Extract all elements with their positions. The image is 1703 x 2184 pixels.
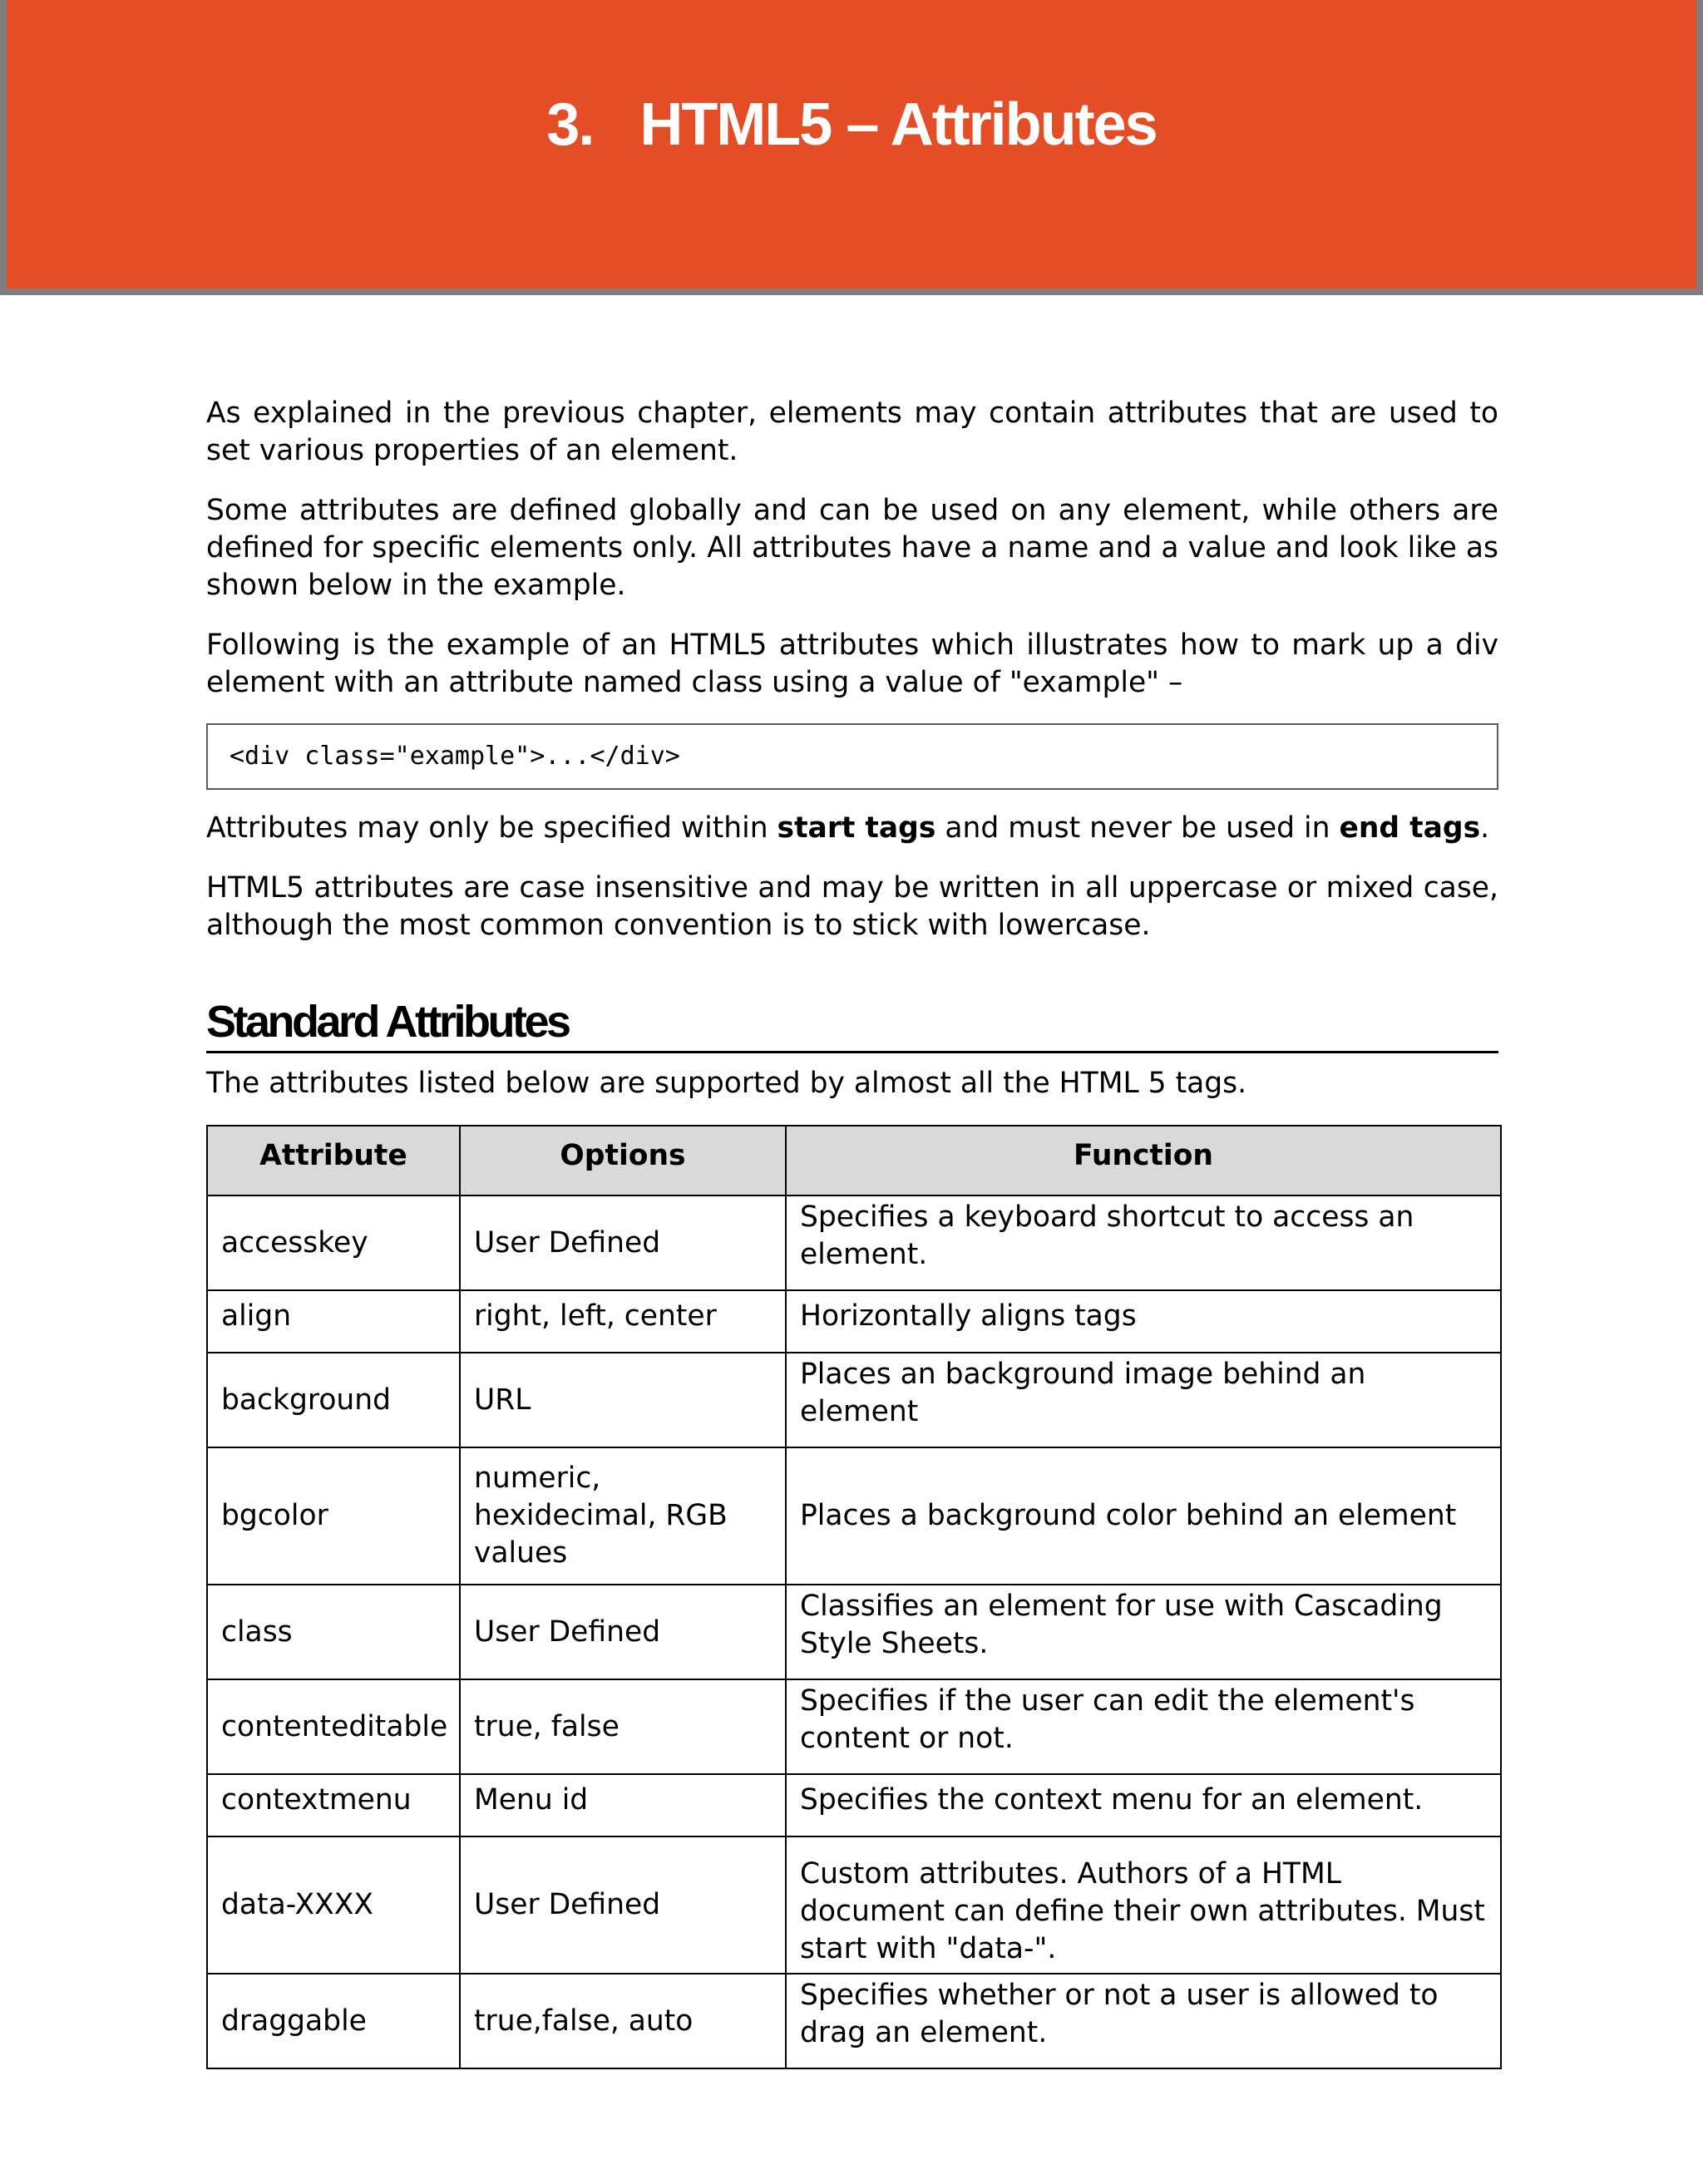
options-cell: URL xyxy=(460,1353,786,1447)
column-header-attribute: Attribute xyxy=(207,1126,460,1196)
tags-note-bold-end-tags: end tags xyxy=(1339,811,1481,845)
attributes-table xyxy=(206,1125,1502,2069)
page-content xyxy=(206,395,1498,2069)
function-cell: Classifies an element for use with Cascading Style Sheets. xyxy=(786,1585,1501,1679)
options-cell: Menu id xyxy=(460,1774,786,1836)
table-row xyxy=(207,1585,1501,1679)
attribute-cell: contextmenu xyxy=(207,1774,460,1836)
table-row xyxy=(207,1774,1501,1836)
attribute-cell: bgcolor xyxy=(207,1447,460,1585)
options-cell: numeric, hexidecimal, RGB values xyxy=(460,1447,786,1585)
function-cell: Horizontally aligns tags xyxy=(786,1290,1501,1353)
paragraph-case-note: HTML5 attributes are case insensitive and may be written in all uppercase or mixed case, although the most common convention is to stick with lowercase. xyxy=(206,871,1498,942)
attribute-cell: accesskey xyxy=(207,1196,460,1290)
tags-note-text-3: . xyxy=(1480,811,1490,845)
code-example: <div class="example">...</div> xyxy=(230,742,680,771)
attribute-cell: class xyxy=(207,1585,460,1679)
tags-note-bold-start-tags: start tags xyxy=(777,811,936,845)
table-row xyxy=(207,1974,1501,2068)
paragraph-global-attributes: Some attributes are defined globally and can be used on any element, while others are defined for specific elements only. All attributes have a name and a value and look like as shown below in the example. xyxy=(206,494,1498,602)
column-header-options: Options xyxy=(460,1126,786,1196)
chapter-number: 3. xyxy=(546,91,594,158)
function-cell: Custom attributes. Authors of a HTML document can define their own attributes. Must start with "data-". xyxy=(786,1836,1501,1974)
table-row xyxy=(207,1836,1501,1974)
table-row xyxy=(207,1196,1501,1290)
table-row xyxy=(207,1447,1501,1585)
function-cell: Places a background color behind an element xyxy=(786,1447,1501,1585)
column-header-function: Function xyxy=(786,1126,1501,1196)
paragraph-tags-note xyxy=(206,810,1498,847)
attribute-cell: align xyxy=(207,1290,460,1353)
code-example-box xyxy=(206,723,1498,790)
paragraph-intro: As explained in the previous chapter, elements may contain attributes that are used to set various properties of an element. xyxy=(206,397,1498,467)
options-cell: right, left, center xyxy=(460,1290,786,1353)
chapter-header-banner xyxy=(0,0,1703,295)
tags-note-text-2: and must never be used in xyxy=(935,811,1340,845)
options-cell: true,false, auto xyxy=(460,1974,786,2068)
options-cell: User Defined xyxy=(460,1585,786,1679)
function-cell: Specifies the context menu for an element. xyxy=(786,1774,1501,1836)
function-cell: Specifies whether or not a user is allowed to drag an element. xyxy=(786,1974,1501,2068)
chapter-title xyxy=(7,87,1696,162)
attribute-cell: background xyxy=(207,1353,460,1447)
attribute-cell: data-XXXX xyxy=(207,1836,460,1974)
function-cell: Specifies if the user can edit the element's content or not. xyxy=(786,1679,1501,1774)
attribute-cell: draggable xyxy=(207,1974,460,2068)
section-heading: Standard Attributes xyxy=(206,993,1498,1053)
options-cell: User Defined xyxy=(460,1836,786,1974)
chapter-title-text: HTML5 – Attributes xyxy=(639,91,1157,158)
options-cell: true, false xyxy=(460,1679,786,1774)
table-row xyxy=(207,1353,1501,1447)
section-intro: The attributes listed below are supported by almost all the HTML 5 tags. xyxy=(206,1067,1247,1100)
attribute-cell: contenteditable xyxy=(207,1679,460,1774)
table-header-row xyxy=(207,1126,1501,1196)
tags-note-text-1: Attributes may only be specified within xyxy=(206,811,777,845)
options-cell: User Defined xyxy=(460,1196,786,1290)
table-row xyxy=(207,1679,1501,1774)
table-row xyxy=(207,1290,1501,1353)
function-cell: Specifies a keyboard shortcut to access an element. xyxy=(786,1196,1501,1290)
paragraph-example-lead: Following is the example of an HTML5 attributes which illustrates how to mark up a div element with an attribute named class using a value of "example" – xyxy=(206,629,1498,699)
function-cell: Places an background image behind an element xyxy=(786,1353,1501,1447)
